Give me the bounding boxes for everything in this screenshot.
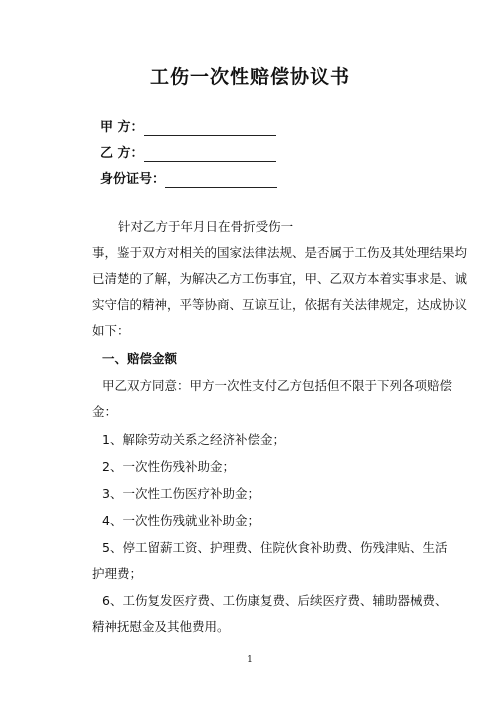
intro-text-start: 针对乙方于 [118,219,181,234]
document-title: 工伤一次性赔偿协议书 [149,66,350,88]
party-a-field [100,120,276,136]
id-number-field [100,172,277,188]
list-item: 5、停工留薪工资、护理费、住院伙食补助费、伤残津贴、生活 [102,540,448,555]
intro-line-1 [118,219,293,235]
list-item: 3、一次性工伤医疗补助金； [102,486,260,501]
id-number-label: 身份证号： [100,172,166,187]
section-1-desc-line-2: 金： [92,404,118,419]
list-item: 6、工伤复发医疗费、工伤康复费、后续医疗费、辅助器械费、 [102,593,448,608]
intro-line-4: 实守信的精神，平等协商、互谅互让，依据有关法律规定，达成协议 [92,297,468,312]
intro-line-3: 已清楚的了解，为解决乙方工伤事宜，甲、乙双方本着实事求是、诚 [92,271,468,286]
intro-text-end: 骨折受伤一 [230,219,294,234]
list-item: 2、一次性伤残补助金； [102,459,235,474]
year-label: 年 [180,219,194,234]
section-1-desc-line-1: 甲乙双方同意：甲方一次性支付乙方包括但不限于下列各项赔偿 [102,378,453,393]
intro-line-5: 如下： [92,323,130,338]
page-number: 1 [247,655,253,665]
intro-line-2: 事，鉴于双方对相关的国家法律法规、是否属于工伤及其处理结果均 [92,245,468,260]
list-item-continuation: 护理费； [92,566,143,581]
month-label: 月 [193,219,206,234]
party-b-blank-line [144,148,276,162]
list-item: 1、解除劳动关系之经济补偿金； [102,432,285,447]
party-b-label: 乙 方： [100,146,144,161]
list-item: 4、一次性伤残就业补助金； [102,513,260,528]
party-a-blank-line [144,122,276,136]
party-a-label: 甲 方： [100,120,144,135]
day-label: 日在 [205,219,231,234]
party-b-field [100,146,276,162]
id-number-blank-line [165,174,277,188]
section-1-heading: 一、赔偿金额 [102,351,178,366]
list-item-continuation: 精神抚慰金及其他费用。 [92,619,230,634]
